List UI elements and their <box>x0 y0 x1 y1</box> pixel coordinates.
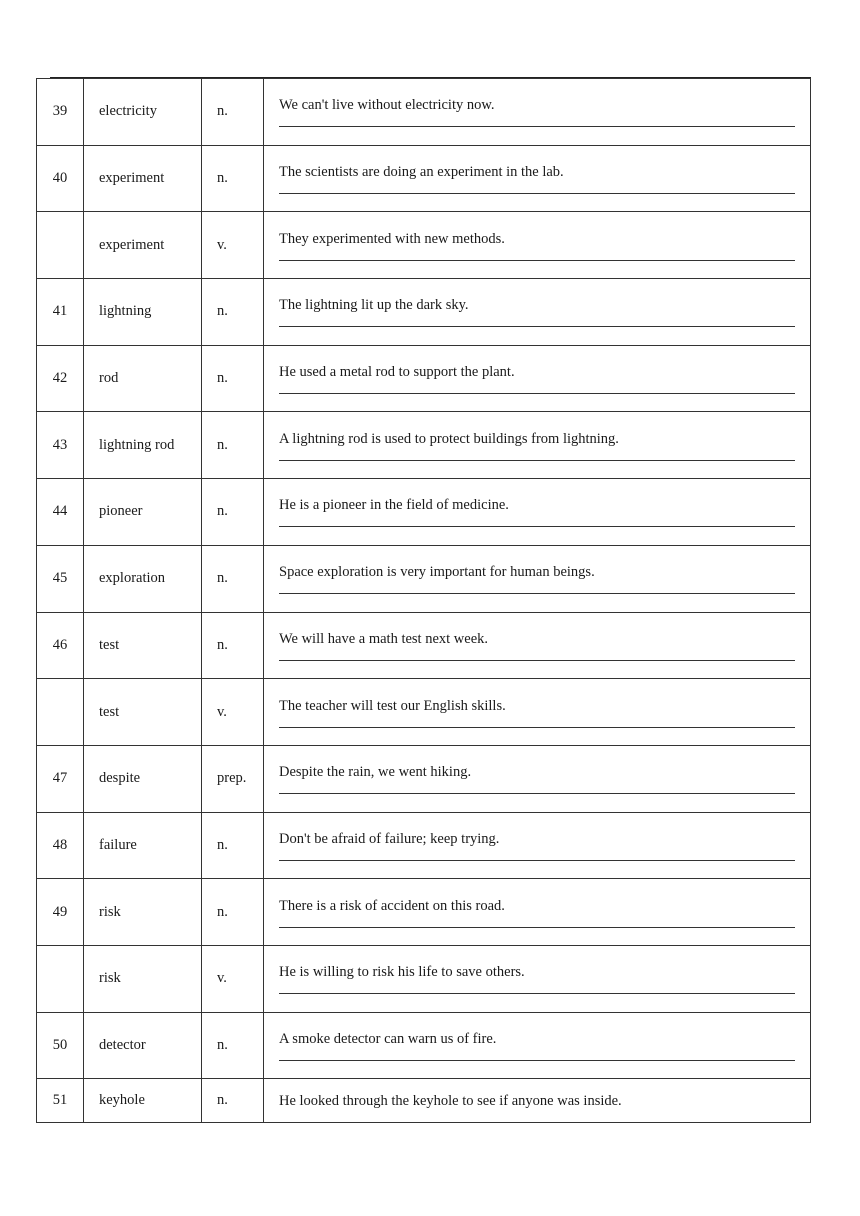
entry-example-cell <box>264 679 811 746</box>
table-row <box>37 1012 811 1079</box>
entry-number: 42 <box>37 345 84 412</box>
entry-part-of-speech: v. <box>202 212 264 279</box>
answer-line <box>279 660 795 661</box>
table-row <box>37 545 811 612</box>
entry-word: pioneer <box>84 479 202 546</box>
answer-line <box>279 793 795 794</box>
example-sentence: Don't be afraid of failure; keep trying. <box>279 830 500 847</box>
entry-word: lightning <box>84 279 202 346</box>
entry-example-cell <box>264 145 811 212</box>
entry-part-of-speech: v. <box>202 679 264 746</box>
answer-line <box>279 393 795 394</box>
example-sentence: They experimented with new methods. <box>279 230 505 247</box>
example-sentence: He used a metal rod to support the plant. <box>279 364 515 381</box>
entry-word: electricity <box>84 79 202 146</box>
entry-part-of-speech: n. <box>202 145 264 212</box>
entry-number: 44 <box>37 479 84 546</box>
example-sentence: The scientists are doing an experiment in the lab. <box>279 164 564 181</box>
table-row <box>37 145 811 212</box>
answer-line <box>279 860 795 861</box>
entry-part-of-speech: n. <box>202 345 264 412</box>
example-sentence: He is willing to risk his life to save others. <box>279 964 525 981</box>
entry-example-cell <box>264 345 811 412</box>
example-sentence: He is a pioneer in the field of medicine. <box>279 497 509 514</box>
answer-line <box>279 126 795 127</box>
entry-word: despite <box>84 745 202 812</box>
entry-word: test <box>84 612 202 679</box>
entry-part-of-speech: n. <box>202 812 264 879</box>
answer-line <box>279 993 795 994</box>
entry-example-cell <box>264 79 811 146</box>
entry-example-cell <box>264 812 811 879</box>
example-sentence: He looked through the keyhole to see if anyone was inside. <box>279 1092 622 1109</box>
entry-example-cell <box>264 1079 811 1123</box>
table-row <box>37 79 811 146</box>
entry-number <box>37 679 84 746</box>
entry-word: exploration <box>84 545 202 612</box>
entry-word: risk <box>84 879 202 946</box>
entry-number: 48 <box>37 812 84 879</box>
vocabulary-table <box>36 78 811 1123</box>
table-row <box>37 1079 811 1123</box>
entry-part-of-speech: n. <box>202 879 264 946</box>
example-sentence: There is a risk of accident on this road. <box>279 897 505 914</box>
table-row <box>37 679 811 746</box>
entry-example-cell <box>264 945 811 1012</box>
example-sentence: We can't live without electricity now. <box>279 97 495 114</box>
table-row <box>37 479 811 546</box>
entry-example-cell <box>264 212 811 279</box>
entry-word: test <box>84 679 202 746</box>
entry-part-of-speech: n. <box>202 1079 264 1123</box>
table-row <box>37 945 811 1012</box>
entry-word: lightning rod <box>84 412 202 479</box>
entry-example-cell <box>264 745 811 812</box>
table-row <box>37 812 811 879</box>
answer-line <box>279 593 795 594</box>
example-sentence: Space exploration is very important for human beings. <box>279 564 595 581</box>
entry-part-of-speech: n. <box>202 1012 264 1079</box>
example-sentence: The teacher will test our English skills. <box>279 697 506 714</box>
entry-part-of-speech: n. <box>202 79 264 146</box>
answer-line <box>279 460 795 461</box>
entry-word: rod <box>84 345 202 412</box>
table-row <box>37 345 811 412</box>
table-row <box>37 745 811 812</box>
answer-line <box>279 727 795 728</box>
entry-word: risk <box>84 945 202 1012</box>
entry-number: 46 <box>37 612 84 679</box>
example-sentence: A smoke detector can warn us of fire. <box>279 1030 497 1047</box>
entry-number: 50 <box>37 1012 84 1079</box>
entry-word: keyhole <box>84 1079 202 1123</box>
example-sentence: Despite the rain, we went hiking. <box>279 764 472 781</box>
entry-number <box>37 945 84 1012</box>
example-sentence: The lightning lit up the dark sky. <box>279 297 469 314</box>
entry-part-of-speech: n. <box>202 612 264 679</box>
entry-part-of-speech: v. <box>202 945 264 1012</box>
entry-number: 41 <box>37 279 84 346</box>
answer-line <box>279 1060 795 1061</box>
entry-example-cell <box>264 545 811 612</box>
answer-line <box>279 326 795 327</box>
entry-part-of-speech: n. <box>202 412 264 479</box>
entry-word: experiment <box>84 212 202 279</box>
table-row <box>37 279 811 346</box>
entry-word: failure <box>84 812 202 879</box>
table-row <box>37 412 811 479</box>
answer-line <box>279 193 795 194</box>
entry-number: 40 <box>37 145 84 212</box>
entry-example-cell <box>264 879 811 946</box>
example-sentence: We will have a math test next week. <box>279 630 489 647</box>
entry-example-cell <box>264 1012 811 1079</box>
example-sentence: A lightning rod is used to protect buildings from lightning. <box>279 430 619 447</box>
entry-number: 47 <box>37 745 84 812</box>
entry-example-cell <box>264 412 811 479</box>
entry-part-of-speech: n. <box>202 279 264 346</box>
entry-number: 43 <box>37 412 84 479</box>
entry-number: 45 <box>37 545 84 612</box>
table-row <box>37 612 811 679</box>
answer-line <box>279 927 795 928</box>
entry-part-of-speech: n. <box>202 545 264 612</box>
entry-number: 49 <box>37 879 84 946</box>
entry-part-of-speech: prep. <box>202 745 264 812</box>
entry-number: 39 <box>37 79 84 146</box>
entry-word: experiment <box>84 145 202 212</box>
answer-line <box>279 260 795 261</box>
table-row <box>37 212 811 279</box>
entry-word: detector <box>84 1012 202 1079</box>
entry-example-cell <box>264 479 811 546</box>
entry-example-cell <box>264 279 811 346</box>
entry-number <box>37 212 84 279</box>
answer-line <box>279 526 795 527</box>
table-row <box>37 879 811 946</box>
entry-example-cell <box>264 612 811 679</box>
entry-number: 51 <box>37 1079 84 1123</box>
entry-part-of-speech: n. <box>202 479 264 546</box>
